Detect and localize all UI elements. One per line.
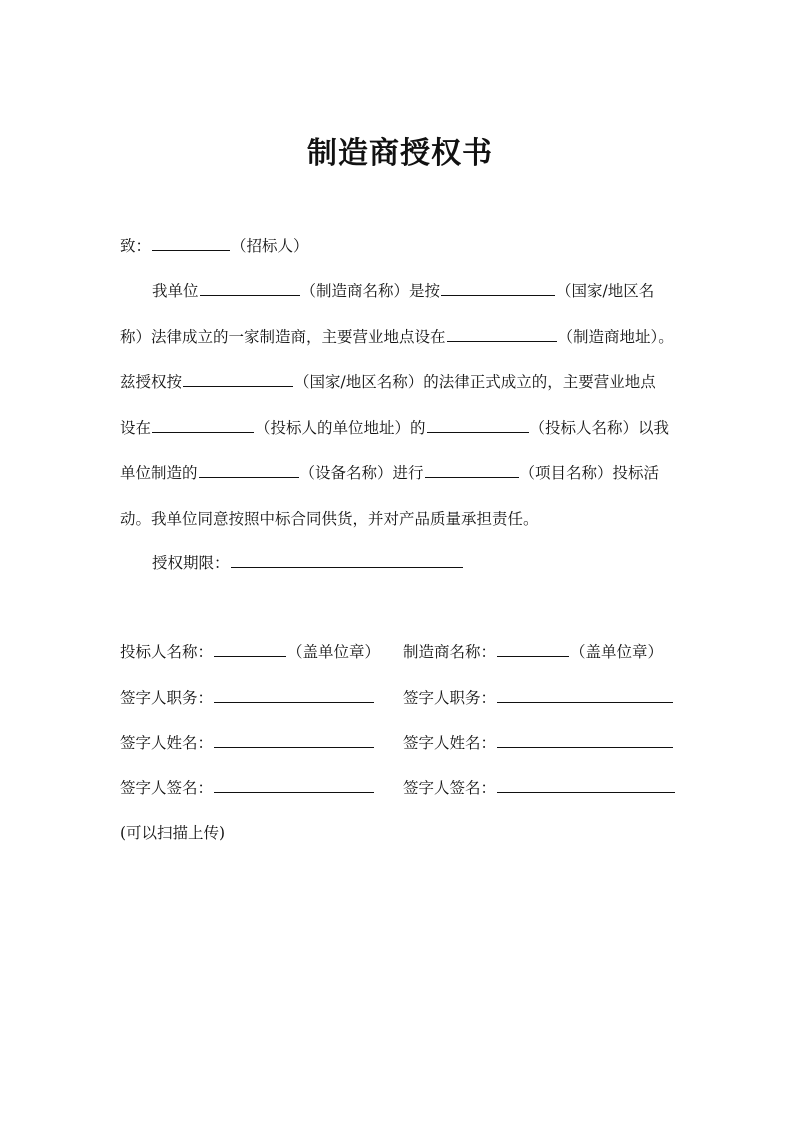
- body-line-3: [120, 370, 685, 394]
- manufacturer-address-blank[interactable]: [447, 325, 557, 342]
- addressee-suffix: （招标人）: [231, 237, 309, 255]
- manufacturer-signer-name-label: 签字人姓名：: [403, 734, 497, 752]
- addressee-blank[interactable]: [152, 234, 230, 251]
- body-text: 我单位: [152, 282, 199, 300]
- country-blank[interactable]: [441, 279, 555, 296]
- bidder-country-blank[interactable]: [183, 370, 293, 387]
- body-text: （项目名称）投标活: [519, 464, 660, 482]
- body-line-4: [120, 416, 685, 440]
- bidder-signer-name-field[interactable]: [214, 731, 374, 748]
- manufacturer-name-row: [403, 640, 663, 664]
- equipment-name-blank[interactable]: [199, 461, 299, 478]
- manufacturer-name-label: 制造商名称：: [403, 643, 497, 661]
- manufacturer-signature-label: 签字人签名：: [403, 779, 497, 797]
- authorization-period-label: 授权期限：: [152, 554, 230, 572]
- manufacturer-signer-title-row: [403, 686, 674, 710]
- body-text: （投标人的单位地址）的: [255, 419, 426, 437]
- body-text: 单位制造的: [120, 464, 198, 482]
- body-line-1: [152, 279, 685, 303]
- body-text: （制造商地址）。: [557, 328, 674, 346]
- bidder-signer-title-field[interactable]: [214, 686, 374, 703]
- manufacturer-name-field[interactable]: [497, 640, 569, 657]
- body-text: 设在: [120, 419, 152, 437]
- addressee-prefix: 致：: [120, 237, 152, 255]
- bidder-name-field[interactable]: [214, 640, 286, 657]
- authorization-period-blank[interactable]: [231, 551, 463, 568]
- manufacturer-seal-note: （盖单位章）: [570, 643, 664, 661]
- manufacturer-signer-title-label: 签字人职务：: [403, 689, 497, 707]
- bidder-address-blank[interactable]: [152, 416, 254, 433]
- body-text: （设备名称）进行: [299, 464, 424, 482]
- bidder-signer-title-row: [120, 686, 375, 710]
- manufacturer-signer-name-row: [403, 731, 674, 755]
- body-text: （制造商名称）是按: [300, 282, 441, 300]
- body-text: 称）法律成立的一家制造商，主要营业地点设在: [120, 328, 446, 346]
- manufacturer-signer-name-field[interactable]: [497, 731, 673, 748]
- authorization-period-line: [152, 551, 685, 575]
- document-title: 制造商授权书: [307, 136, 493, 171]
- manufacturer-signature-field[interactable]: [497, 776, 675, 793]
- body-text: 兹授权按: [120, 373, 183, 391]
- body-line-5: [120, 461, 685, 485]
- body-line-2: [120, 325, 685, 349]
- manufacturer-signature-row: [403, 776, 676, 800]
- bidder-signature-row: [120, 776, 375, 800]
- bidder-signature-label: 签字人签名：: [120, 779, 214, 797]
- body-line-6: 动。我单位同意按照中标合同供货，并对产品质量承担责任。: [120, 510, 539, 528]
- bidder-name-blank[interactable]: [427, 416, 529, 433]
- body-text: （国家/地区名称）的法律正式成立的，主要营业地点: [294, 373, 656, 391]
- bidder-signer-name-row: [120, 731, 375, 755]
- project-name-blank[interactable]: [425, 461, 519, 478]
- body-text: （国家/地区名: [556, 282, 655, 300]
- bidder-signature-field[interactable]: [214, 776, 374, 793]
- body-text: （投标人名称）以我: [529, 419, 670, 437]
- upload-note: (可以扫描上传): [120, 824, 226, 842]
- bidder-seal-note: （盖单位章）: [287, 643, 381, 661]
- bidder-name-label: 投标人名称：: [120, 643, 214, 661]
- manufacturer-name-blank[interactable]: [200, 279, 300, 296]
- manufacturer-signer-title-field[interactable]: [497, 686, 673, 703]
- addressee-line: [120, 234, 685, 258]
- bidder-signer-title-label: 签字人职务：: [120, 689, 214, 707]
- bidder-signer-name-label: 签字人姓名：: [120, 734, 214, 752]
- bidder-name-row: [120, 640, 380, 664]
